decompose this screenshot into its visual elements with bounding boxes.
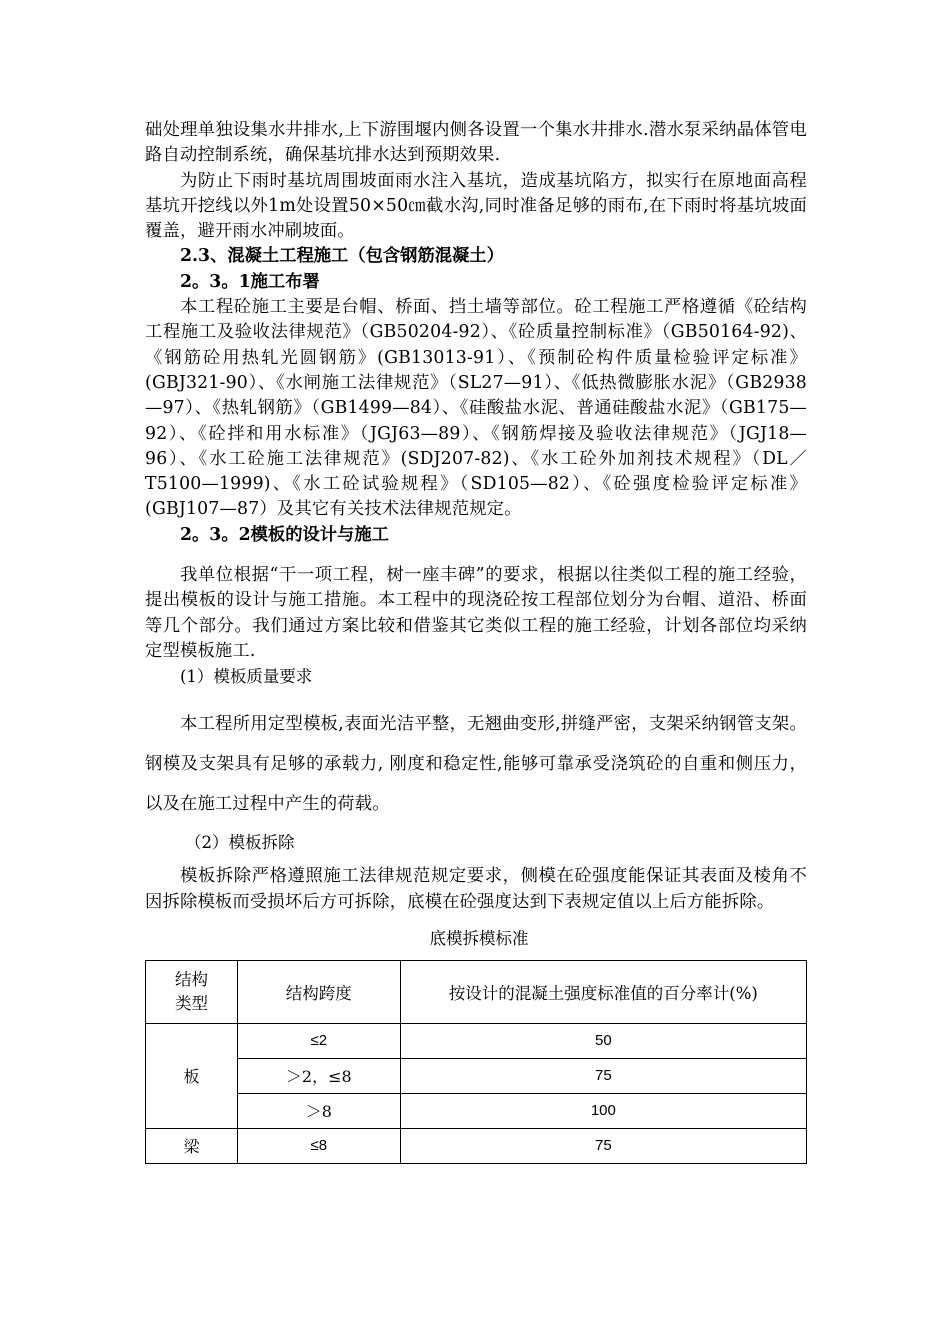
cell-value: 50 xyxy=(400,1023,806,1058)
table-header-row xyxy=(146,960,807,1023)
cell-span: ＞2，≤8 xyxy=(237,1058,400,1093)
document-page xyxy=(145,118,807,1164)
subheading-quality: (1）模板质量要求 xyxy=(180,667,313,687)
formwork-removal-table xyxy=(145,960,807,1164)
section-heading-concrete: 2.3、混凝土工程施工（包含钢筋混凝土） xyxy=(180,246,504,267)
table-row xyxy=(146,1128,807,1163)
cell-type-beam: 梁 xyxy=(146,1128,238,1163)
cell-span: ≤2 xyxy=(237,1023,400,1058)
subheading-removal: （2）模板拆除 xyxy=(185,833,295,853)
paragraph-formwork-quality: 本工程所用定型模板,表面光洁平整，无翘曲变形,拼缝严密，支架采纳钢管支架。钢模及支架具有足够的承载力, 刚度和稳定性,能够可靠承受浇筑砼的自重和侧压力，以及在施工过程中产生的荷载。 xyxy=(145,714,807,815)
cell-type-slab: 板 xyxy=(146,1023,238,1128)
cell-value: 75 xyxy=(400,1128,806,1163)
cell-value: 75 xyxy=(400,1058,806,1093)
table-row xyxy=(146,1058,807,1093)
section-heading-formwork: 2。3。2模板的设计与施工 xyxy=(180,524,389,545)
paragraph-formwork-design: 我单位根据“干一项工程，树一座丰碑”的要求，根据以往类似工程的施工经验，提出模板的设计与施工措施。本工程中的现浇砼按工程部位划分为台帽、道沿、桥面等几个部分。我们通过方案比较和借鉴其它类似工程的施工经验，计划各部位均采纳定型模板施工. xyxy=(145,565,807,661)
paragraph-standards: 本工程砼施工主要是台帽、桥面、挡土墙等部位。砼工程施工严格遵循《砼结构工程施工及验收法律规范》（GB50204-92）、《砼质量控制标准》（GB50164-92)、《钢筋砼用热轧光圆钢筋》(GB13013-91）、《预制砼构件质量检验评定标准》(GBJ321-90）、《水闸施工法律规范》（SL27—91）、《低热微膨胀水泥》（GB2938—97）、《热轧钢筋》（GB1499—84）、《硅酸盐水泥、普通硅酸盐水泥》（GB175—92）、《砼拌和用水标准》（JGJ63—89）、《钢筋焊接及验收法律规范》（JGJ18—96）、《水工砼施工法律规范》(SDJ207-82)、《水工砼外加剂技术规程》（DL／T5100—1999)、《水工砼试验规程》（SD105—82）、《砼强度检验评定标准》(GBJ107—87）及其它有关技术法律规范规定。 xyxy=(145,297,807,520)
header-structure-span: 结构跨度 xyxy=(237,960,400,1023)
paragraph-drainage: 础处理单独设集水井排水,上下游围堰内侧各设置一个集水井排水.潜水泵采纳晶体管电路自动控制系统，确保基坑排水达到预期效果. xyxy=(145,120,807,166)
header-strength-percent: 按设计的混凝土强度标准值的百分率计(%) xyxy=(400,960,806,1023)
paragraph-rain-protection: 为防止下雨时基坑周围坡面雨水注入基坑，造成基坑陷方，拟实行在原地面高程基坑开挖线以外1m处设置50×50㎝截水沟,同时准备足够的雨布,在下雨时将基坑坡面覆盖，避开雨水冲刷坡面。 xyxy=(145,170,807,242)
table-row xyxy=(146,1093,807,1128)
header-structure-type: 结构类型 xyxy=(146,960,238,1023)
table-caption: 底模拆模标准 xyxy=(429,928,529,948)
cell-span: ＞8 xyxy=(237,1093,400,1128)
paragraph-formwork-removal: 模板拆除严格遵照施工法律规范规定要求，侧模在砼强度能保证其表面及棱角不因拆除模板而受损坏后方可拆除，底模在砼强度达到下表规定值以上后方能拆除。 xyxy=(145,866,807,912)
cell-span: ≤8 xyxy=(237,1128,400,1163)
table-row xyxy=(146,1023,807,1058)
cell-value: 100 xyxy=(400,1093,806,1128)
section-heading-layout: 2。3。1施工布署 xyxy=(180,271,320,292)
